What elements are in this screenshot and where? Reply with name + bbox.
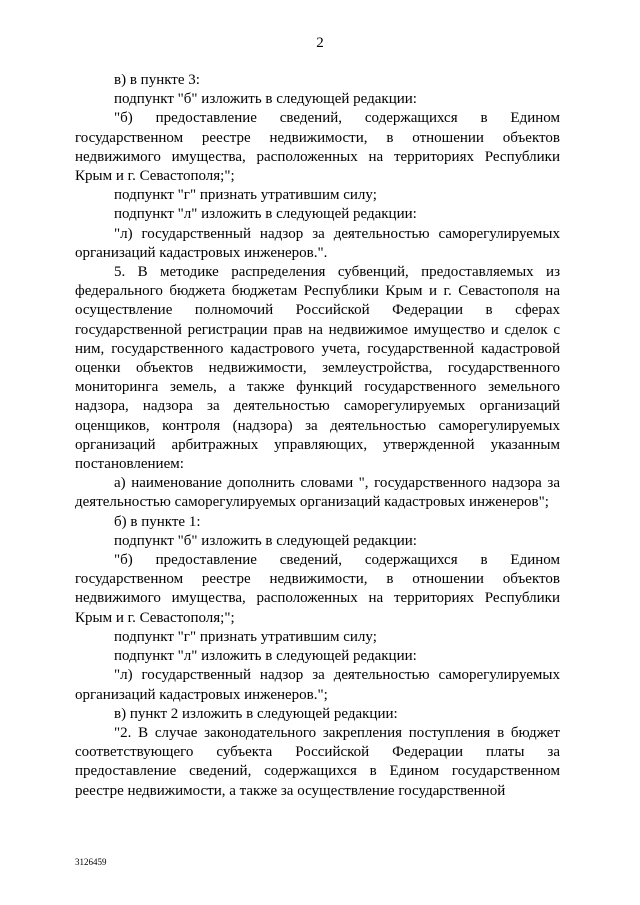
paragraph: подпункт "л" изложить в следующей редакции: xyxy=(114,648,417,665)
paragraph: "б) предоставление сведений, содержащихся в Едином государственном реестре недвижимости, в отношении объектов недвижимого имущества, расположенных на территориях Республики Крым и г. Севастополя;"; xyxy=(75,110,560,185)
document-body xyxy=(75,71,560,801)
paragraph: "л) государственный надзор за деятельностью саморегулируемых организаций кадастровых инженеров."; xyxy=(75,667,560,703)
paragraph: б) в пункте 1: xyxy=(114,513,201,530)
paragraph: в) пункт 2 изложить в следующей редакции: xyxy=(114,705,398,722)
paragraph: подпункт "г" признать утратившим силу; xyxy=(114,187,377,204)
paragraph: "2. В случае законодательного закрепления поступления в бюджет соответствующего субъекта Российской Федерации платы за предоставление сведений, содержащихся в Едином государственном реестре недвижимости, а также за осуществление государственной xyxy=(75,724,560,799)
page-number: 2 xyxy=(316,35,324,51)
paragraph: подпункт "г" признать утратившим силу; xyxy=(114,628,377,645)
document-code: 3126459 xyxy=(75,857,107,867)
paragraph: а) наименование дополнить словами ", государственного надзора за деятельностью саморегулируемых организаций кадастровых инженеров"; xyxy=(75,475,560,511)
paragraph: "л) государственный надзор за деятельностью саморегулируемых организаций кадастровых инженеров.". xyxy=(75,225,560,261)
paragraph: "б) предоставление сведений, содержащихся в Едином государственном реестре недвижимости, в отношении объектов недвижимого имущества, расположенных на территориях Республики Крым и г. Севастополя;"; xyxy=(75,552,560,626)
paragraph: подпункт "л" изложить в следующей редакции: xyxy=(114,206,417,223)
paragraph: подпункт "б" изложить в следующей редакции: xyxy=(114,532,417,549)
paragraph: в) в пункте 3: xyxy=(114,72,200,88)
paragraph: 5. В методике распределения субвенций, предоставляемых из федерального бюджета бюджетам Республики Крым и г. Севастополя на осуществление полномочий Российской Федерации в сферах государственной регистрации прав на недвижимое имущество и сделок с ним, государственного кадастрового учета, государственной кадастровой оценки объектов недвижимости, землеустройства, государственного мониторинга земель, а также функций государственного земельного надзора, надзора за деятельностью саморегулируемых организаций оценщиков, контроля (надзора) за деятельностью саморегулируемых организаций арбитражных управляющих, утвержденной указанным постановлением: xyxy=(75,264,560,473)
paragraph: подпункт "б" изложить в следующей редакции: xyxy=(114,91,417,108)
